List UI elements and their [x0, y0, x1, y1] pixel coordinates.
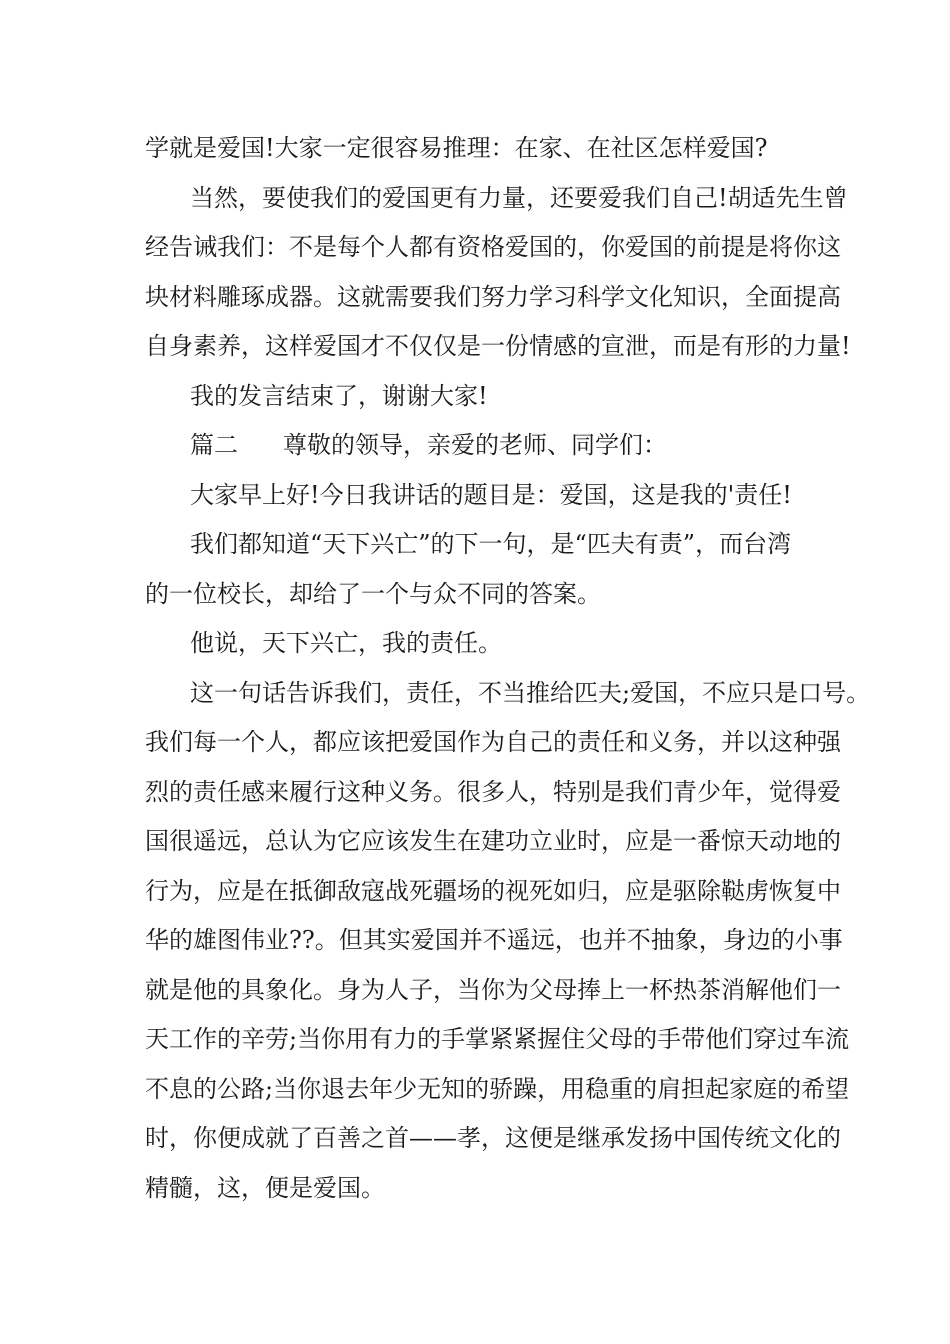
paragraph-line: 块材料雕琢成器。这就需要我们努力学习科学文化知识，全面提高 [145, 282, 841, 311]
paragraph-line: 经告诫我们：不是每个人都有资格爱国的，你爱国的前提是将你这 [145, 233, 841, 261]
paragraph-line: 不息的公路;当你退去年少无知的骄躁，用稳重的肩担起家庭的希望 [145, 1074, 850, 1103]
paragraph-line: 他说，天下兴亡，我的责任。 [190, 629, 502, 657]
paragraph-line: 行为，应是在抵御敌寇战死疆场的视死如归，应是驱除鞑虏恢复中 [145, 876, 841, 905]
paragraph-line: 我们每一个人，都应该把爱国作为自己的责任和义务，并以这种强 [145, 728, 841, 756]
paragraph-line: 时，你便成就了百善之首——孝，这便是继承发扬中国传统文化的 [145, 1124, 841, 1152]
section-label: 篇二 [190, 431, 238, 459]
paragraph-line: 当然，要使我们的爱国更有力量，还要爱我们自己!胡适先生曾 [190, 183, 848, 212]
paragraph-line: 自身素养，这样爱国才不仅仅是一份情感的宣泄，而是有形的力量! [145, 332, 851, 360]
paragraph-line: 我的发言结束了，谢谢大家! [190, 381, 488, 410]
paragraph-line: 国很遥远，总认为它应该发生在建功立业时，应是一番惊天动地的 [145, 827, 841, 855]
paragraph-line: 的一位校长，却给了一个与众不同的答案。 [145, 579, 601, 608]
paragraph-line: 天工作的辛劳;当你用有力的手掌紧紧握住父母的手带他们穿过车流 [145, 1025, 850, 1053]
paragraph-line: 大家早上好!今日我讲话的题目是：爱国，这是我的'责任! [190, 480, 792, 509]
section-heading-line [145, 421, 817, 471]
paragraph-line: 华的雄图伟业??。但其实爱国并不遥远，也并不抽象，身边的小事 [145, 926, 843, 954]
paragraph-line: 就是他的具象化。身为人子，当你为父母捧上一杯热茶消解他们一 [145, 975, 841, 1004]
paragraph-line: 我们都知道“天下兴亡”的下一句，是“匹夫有责”，而台湾 [190, 530, 792, 558]
paragraph-line: 这一句话告诉我们，责任，不当推给匹夫;爱国，不应只是口号。 [190, 678, 871, 707]
body-text [145, 124, 871, 1213]
paragraph-line: 学就是爱国!大家一定很容易推理：在家、在社区怎样爱国? [145, 134, 768, 162]
paragraph-line: 精髓，这，便是爱国。 [145, 1173, 385, 1202]
salutation: 尊敬的领导，亲爱的老师、同学们： [283, 431, 667, 459]
paragraph-line: 烈的责任感来履行这种义务。很多人，特别是我们青少年，觉得爱 [145, 777, 841, 806]
